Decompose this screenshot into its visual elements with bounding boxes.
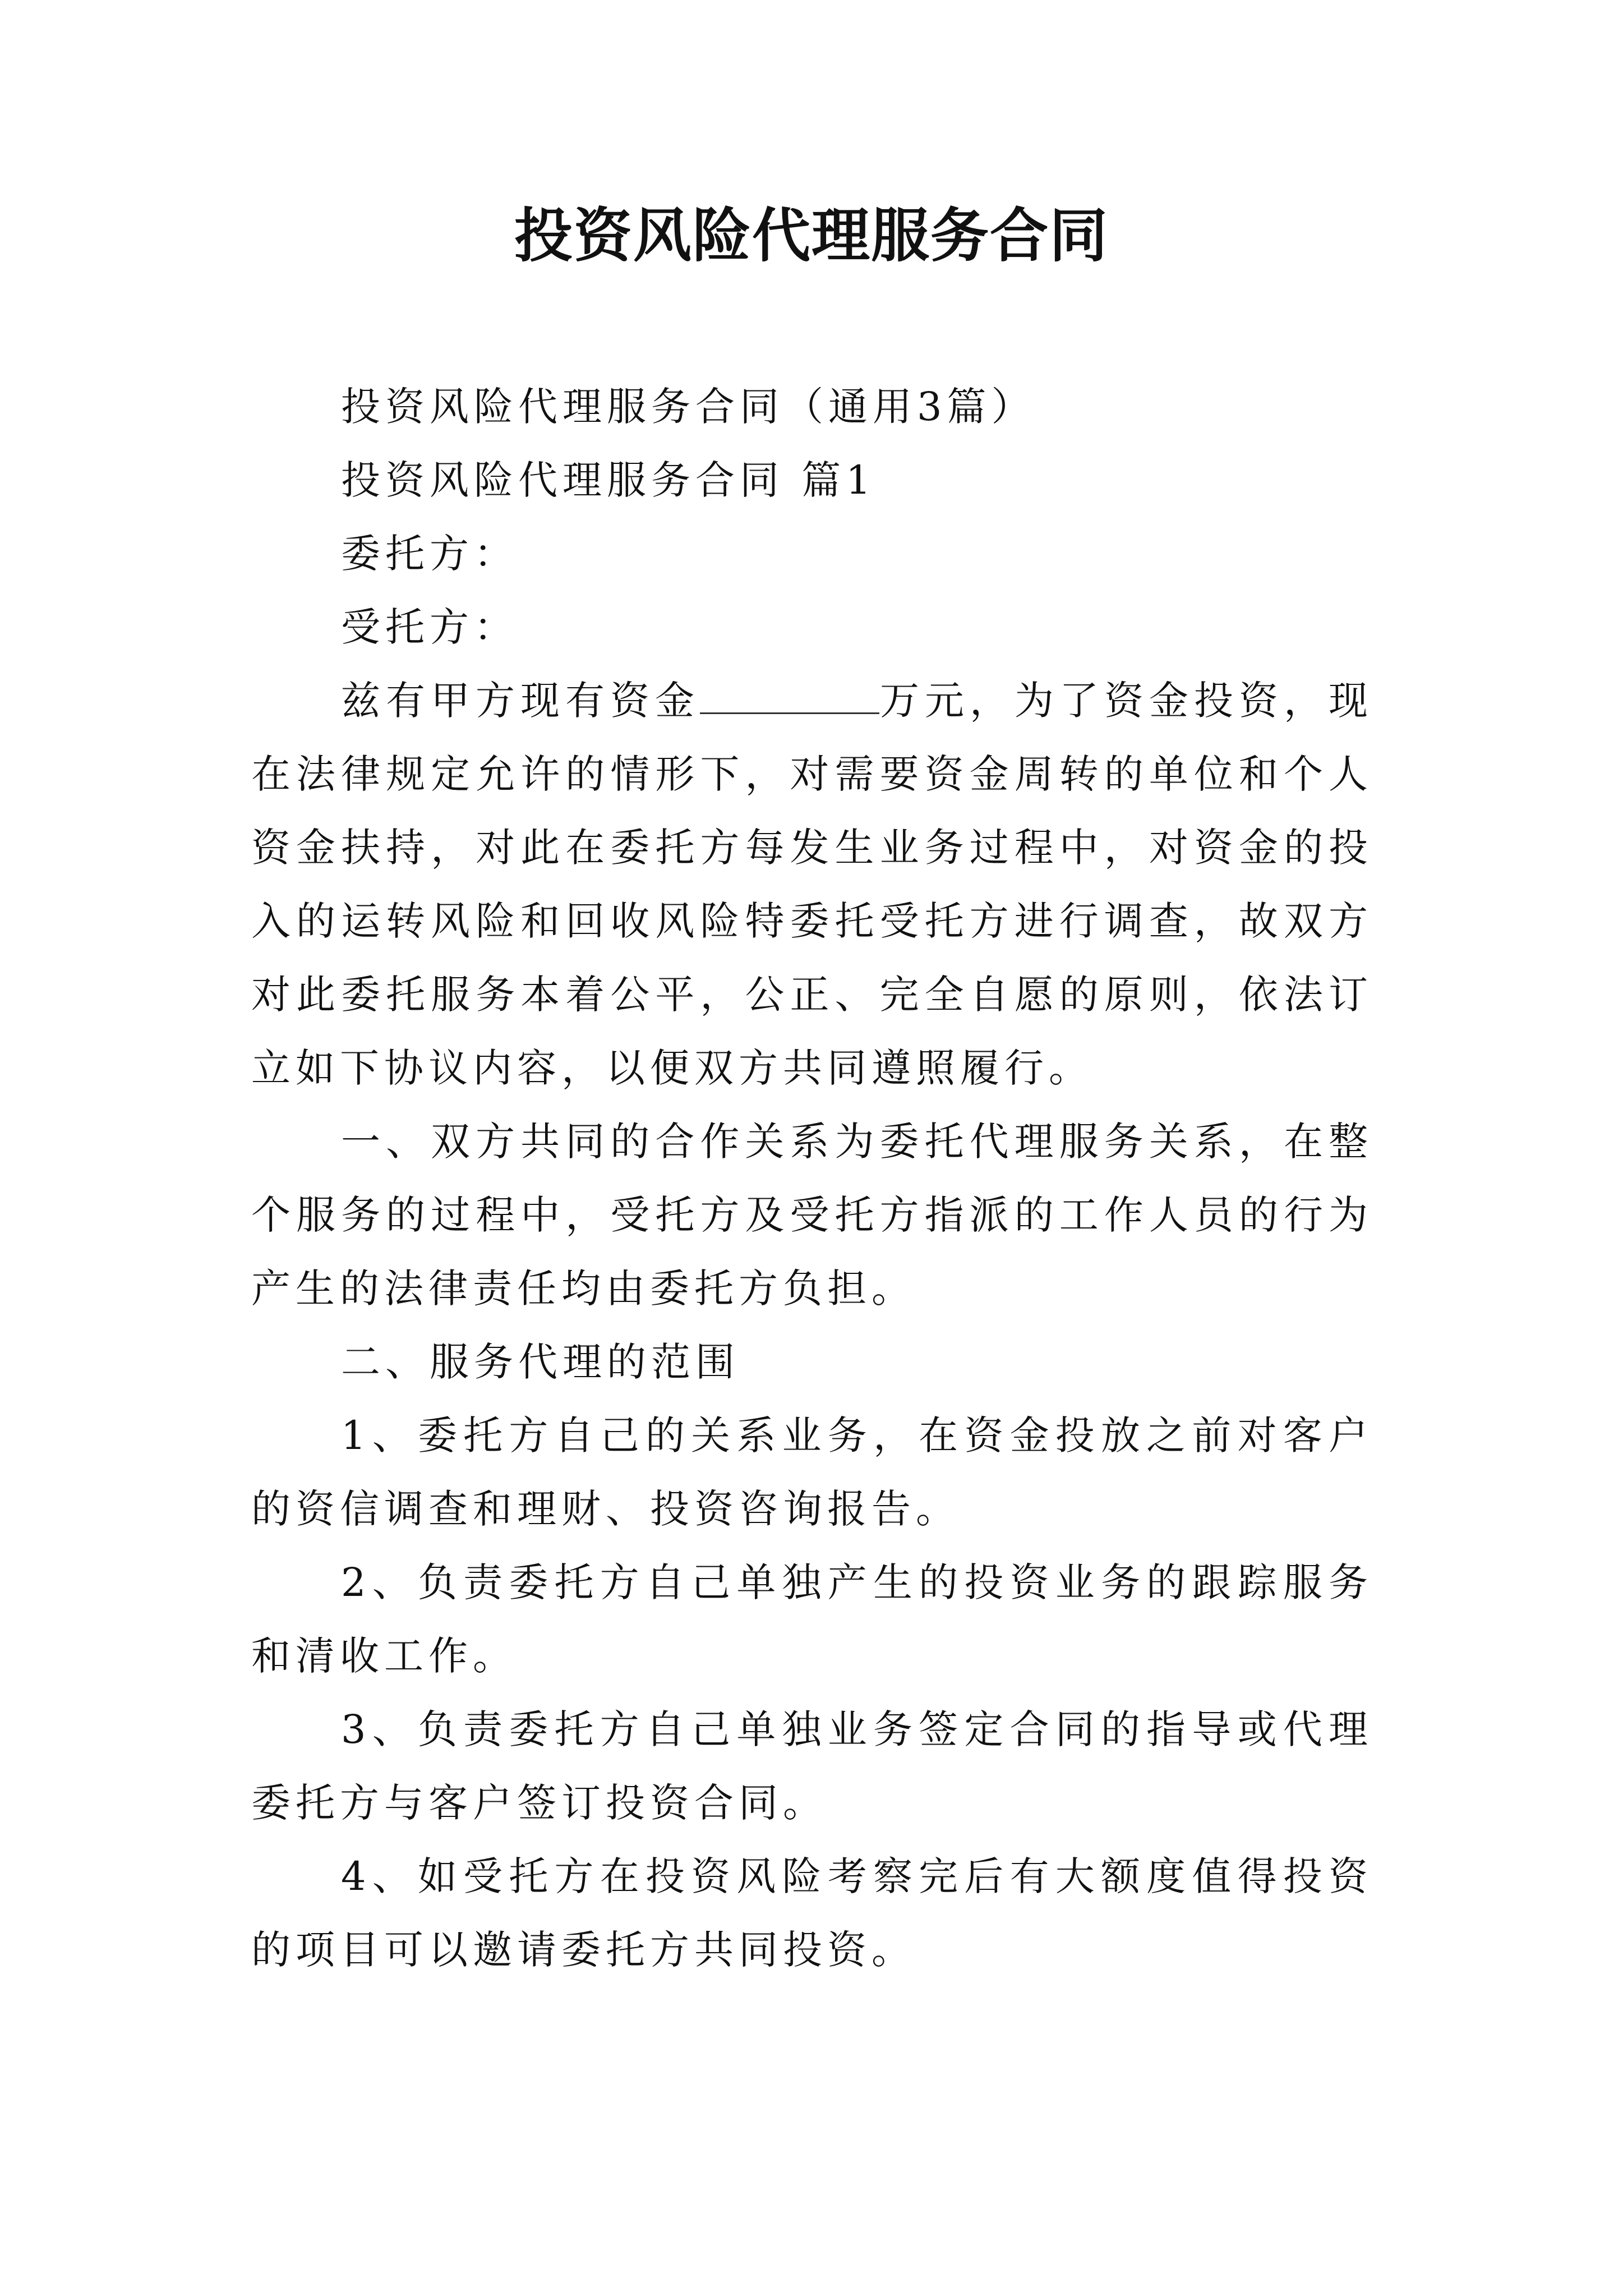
paragraph-section-heading: 投资风险代理服务合同 篇1	[341, 457, 876, 503]
preamble-text-start: 兹有甲方现有资金	[341, 678, 700, 724]
paragraph-subtitle: 投资风险代理服务合同（通用3篇）	[341, 384, 1036, 430]
paragraph-item-2: 2、负责委托方自己单独产生的投资业务的跟踪服务和清收工作。	[251, 1559, 1373, 1679]
paragraph-clause-1: 一、双方共同的合作关系为委托代理服务关系，在整个服务的过程中，受托方及受托方指派的工作人员的行为产生的法律责任均由委托方负担。	[251, 1119, 1373, 1312]
document-title: 投资风险代理服务合同	[514, 201, 1109, 270]
amount-blank-line	[700, 679, 879, 714]
paragraph-item-4: 4、如受托方在投资风险考察完后有大额度值得投资的项目可以邀请委托方共同投资。	[251, 1853, 1373, 1973]
document-body	[251, 370, 1373, 1987]
paragraph-agent-label: 受托方：	[341, 604, 518, 650]
paragraph-preamble	[251, 664, 1373, 1105]
paragraph-item-3: 3、负责委托方自己单独业务签定合同的指导或代理委托方与客户签订投资合同。	[251, 1706, 1373, 1826]
paragraph-clause-2-heading: 二、服务代理的范围	[341, 1339, 740, 1385]
preamble-text-end: 万元，为了资金投资，现在法律规定允许的情形下，对需要资金周转的单位和个人资金扶持，对此在委托方每发生业务过程中，对资金的投入的运转风险和回收风险特委托受托方进行调查，故双方对此委托服务本着公平，公正、完全自愿的原则，依法订立如下协议内容，以便双方共同遵照履行。	[251, 678, 1373, 1091]
paragraph-client-label: 委托方：	[341, 531, 518, 577]
paragraph-item-1: 1、委托方自己的关系业务，在资金投放之前对客户的资信调查和理财、投资咨询报告。	[251, 1412, 1373, 1532]
